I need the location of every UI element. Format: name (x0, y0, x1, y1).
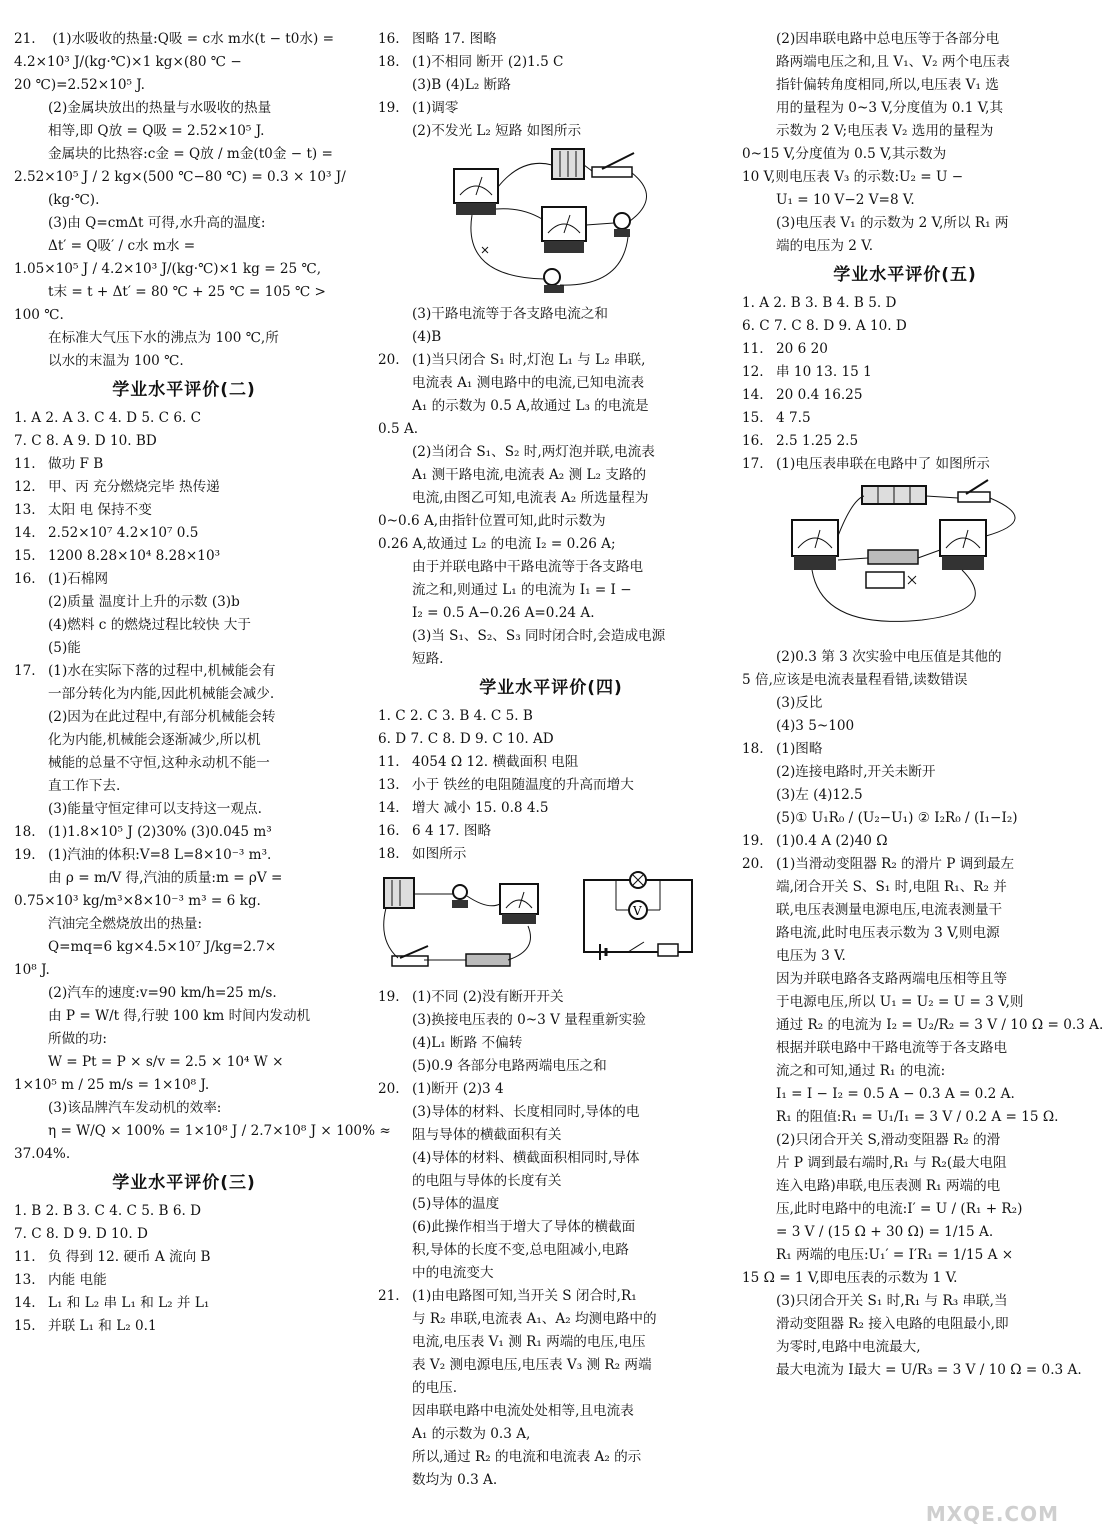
answer-line: (2)不发光 L₂ 短路 如图所示 (412, 123, 582, 139)
answer-line: 化为内能,机械能会逐渐减少,所以机 (48, 732, 261, 748)
answer-line: 1. B 2. B 3. C 4. C 5. B 6. D (14, 1203, 202, 1219)
answer-line: 以水的末温为 100 ℃. (48, 353, 184, 369)
answer-line: = 3 V / (15 Ω + 30 Ω) = 1/15 A. (776, 1224, 994, 1240)
answer-line: 14. L₁ 和 L₂ 串 L₁ 和 L₂ 并 L₁ (14, 1295, 210, 1311)
answer-line: 18. (1)不相同 断开 (2)1.5 C (378, 54, 564, 70)
answer-line: 与 R₂ 串联,电流表 A₁、A₂ 均测电路中的 (412, 1311, 657, 1327)
answer-line: (4)B (412, 329, 442, 345)
answer-line: 2.52×10⁵ J / 2 kg×(500 ℃−80 ℃) = 0.3 × 10³ J/ (14, 169, 346, 185)
answer-line: (3)由 Q=cmΔt 可得,水升高的温度: (48, 215, 266, 231)
answer-line: 电流,电压表 V₁ 测 R₁ 两端的电压,电压 (412, 1334, 646, 1350)
answer-line: 在标准大气压下水的沸点为 100 ℃,所 (48, 330, 279, 346)
answer-line: 0~0.6 A,由指针位置可知,此时示数为 (378, 513, 606, 529)
answer-line: 路电流,此时电压表示数为 3 V,则电源 (776, 925, 1000, 941)
answer-line: (3)B (4)L₂ 断路 (412, 77, 511, 93)
answer-line: 18. (1)1.8×10⁵ J (2)30% (3)0.045 m³ (14, 824, 272, 840)
answer-line: 20. (1)当只闭合 S₁ 时,灯泡 L₁ 与 L₂ 串联, (378, 352, 646, 368)
answer-line: 0.26 A,故通过 L₂ 的电流 I₂ = 0.26 A; (378, 536, 616, 552)
answer-line: 7. C 8. D 9. D 10. D (14, 1226, 148, 1242)
answer-line: (4)燃料 c 的燃烧过程比较快 大于 (48, 617, 251, 633)
answer-line: R₁ 的阻值:R₁ = U₁/I₁ = 3 V / 0.2 A = 15 Ω. (776, 1109, 1059, 1125)
middle-block-1 (378, 28, 724, 143)
answer-line: 19. (1)0.4 A (2)40 Ω (742, 833, 888, 849)
answer-line: 13. 小于 铁丝的电阻随温度的升高而增大 (378, 777, 634, 793)
section-heading: 学业水平评价(五) (833, 265, 977, 285)
answer-line: (2)因为在此过程中,有部分机械能会转 (48, 709, 276, 725)
answer-line: 16. 2.5 1.25 2.5 (742, 433, 859, 449)
answer-line: 的电压. (412, 1380, 458, 1396)
middle-block-3 (378, 986, 724, 1492)
answer-line: Δt′ = Q吸′ / c水 m水 = (48, 238, 196, 254)
answer-line: 100 ℃. (14, 307, 64, 323)
answer-line: 金属块的比热容:c金 = Q放 / m金(t0金 − t) = (48, 146, 333, 162)
answer-line: 所以,通过 R₂ 的电流和电流表 A₂ 的示 (412, 1449, 642, 1465)
answer-line: 15. 1200 8.28×10⁴ 8.28×10³ (14, 548, 221, 564)
answer-line: 20. (1)断开 (2)3 4 (378, 1081, 504, 1097)
answer-line: 中的电流变大 (412, 1265, 494, 1281)
answer-line: 14. 增大 减小 15. 0.8 4.5 (378, 800, 549, 816)
answer-line: (3)导体的材料、长度相同时,导体的电 (412, 1104, 640, 1120)
answer-line: I₁ = I − I₂ = 0.5 A − 0.3 A = 0.2 A. (776, 1086, 1015, 1102)
answer-line: (5)能 (48, 640, 81, 656)
answer-line: 压,此时电路中的电流:I′ = U / (R₁ + R₂) (776, 1201, 1023, 1217)
answer-line: 19. (1)不同 (2)没有断开开关 (378, 989, 564, 1005)
answer-line: 21. (1)水吸收的热量:Q吸 = c水 m水(t − t0水) = (14, 31, 335, 47)
circuit-figure-voltmeter-ammeter (742, 480, 1068, 640)
answer-line: 16. (1)石棉网 (14, 571, 109, 587)
answer-line: 用的量程为 0~3 V,分度值为 0.1 V,其 (776, 100, 1004, 116)
answer-line: 17. (1)水在实际下落的过程中,机械能会有 (14, 663, 276, 679)
answer-line: 12. 甲、丙 充分燃烧完毕 热传递 (14, 479, 220, 495)
answer-line: 表 V₂ 测电源电压,电压表 V₃ 测 R₂ 两端 (412, 1357, 652, 1373)
answer-line: R₁ 两端的电压:U₁′ = I′R₁ = 1/15 A × (776, 1247, 1014, 1263)
answer-line: 20 ℃)=2.52×10⁵ J. (14, 77, 145, 93)
answer-line: (3)该品牌汽车发动机的效率: (48, 1100, 222, 1116)
circuit-figure-voltmeter (378, 870, 724, 980)
answer-line: 21. (1)由电路图可知,当开关 S 闭合时,R₁ (378, 1288, 637, 1304)
answer-line: W = Pt = P × s/v = 2.5 × 10⁴ W × (48, 1054, 284, 1070)
answer-line: 为零时,电路中电流最大, (776, 1339, 921, 1355)
answer-line: 37.04%. (14, 1146, 71, 1162)
section-heading: 学业水平评价(四) (479, 678, 623, 698)
answer-line: (3)干路电流等于各支路电流之和 (412, 306, 608, 322)
answer-line: 12. 串 10 13. 15 1 (742, 364, 872, 380)
answer-line: 片 P 调到最右端时,R₁ 与 R₂(最大电阻 (776, 1155, 1007, 1171)
answer-line: 10⁸ J. (14, 962, 50, 978)
answer-line: 16. 图略 17. 图略 (378, 31, 497, 47)
answer-line: 4.2×10³ J/(kg·℃)×1 kg×(80 ℃ − (14, 54, 242, 70)
answer-line: 于电源电压,所以 U₁ = U₂ = U = 3 V,则 (776, 994, 1024, 1010)
answer-line: 端,闭合开关 S、S₁ 时,电阻 R₁、R₂ 并 (776, 879, 1007, 895)
answer-line: (kg·℃). (48, 192, 100, 208)
answer-line: 1. C 2. C 3. B 4. C 5. B (378, 708, 533, 724)
answer-line: 一部分转化为内能,因此机械能会减少. (48, 686, 275, 702)
circuit-figure-parallel-ammeters (378, 147, 724, 297)
answer-line: 13. 太阳 电 保持不变 (14, 502, 152, 518)
answer-line: 连入电路)串联,电压表测 R₁ 两端的电 (776, 1178, 1001, 1194)
answer-line: 6. C 7. C 8. D 9. A 10. D (742, 318, 907, 334)
answer-line: A₁ 测干路电流,电流表 A₂ 测 L₂ 支路的 (412, 467, 647, 483)
answer-line: 积,导体的长度不变,总电阻减小,电路 (412, 1242, 629, 1258)
answer-line: 因串联电路中电流处处相等,且电流表 (412, 1403, 634, 1419)
right-block-1 (742, 28, 1068, 476)
answer-line: 1. A 2. B 3. B 4. B 5. D (742, 295, 897, 311)
answer-line: 5 倍,应该是电流表量程看错,读数错误 (742, 672, 968, 688)
answer-line: (4)L₁ 断路 不偏转 (412, 1035, 523, 1051)
answer-line: 1. A 2. A 3. C 4. D 5. C 6. C (14, 410, 202, 426)
answer-line: 由 ρ = m/V 得,汽油的质量:m = ρV = (48, 870, 283, 886)
answer-line: Q=mq=6 kg×4.5×10⁷ J/kg=2.7× (48, 939, 277, 955)
answer-line: 18. 如图所示 (378, 846, 467, 862)
answer-line: (5)导体的温度 (412, 1196, 500, 1212)
answer-line: 1.05×10⁵ J / 4.2×10³ J/(kg·℃)×1 kg = 25 ℃, (14, 261, 322, 277)
answer-line: 18. (1)图略 (742, 741, 823, 757)
column-middle (378, 28, 724, 1492)
answer-line: (2)金属块放出的热量与水吸收的热量 (48, 100, 272, 116)
answer-line: 数均为 0.3 A. (412, 1472, 498, 1488)
column-right (742, 28, 1103, 1382)
answer-line: 14. 20 0.4 16.25 (742, 387, 863, 403)
answer-line: 11. 20 6 20 (742, 341, 828, 357)
answer-line: 流之和可知,通过 R₁ 的电流: (776, 1063, 946, 1079)
answer-line: (2)0.3 第 3 次实验中电压值是其他的 (776, 649, 1002, 665)
answer-line: 汽油完全燃烧放出的热量: (48, 916, 203, 932)
answer-line: (3)只闭合开关 S₁ 时,R₁ 与 R₃ 串联,当 (776, 1293, 1008, 1309)
answer-line: 19. (1)调零 (378, 100, 459, 116)
answer-line: (3)能量守恒定律可以支持这一观点. (48, 801, 262, 817)
answer-line: (2)只闭合开关 S,滑动变阻器 R₂ 的滑 (776, 1132, 1001, 1148)
answer-line: (3)左 (4)12.5 (776, 787, 863, 803)
answer-line: 15. 并联 L₁ 和 L₂ 0.1 (14, 1318, 157, 1334)
answer-line: 因为并联电路各支路两端电压相等且等 (776, 971, 1008, 987)
answer-line: t末 = t + Δt′ = 80 ℃ + 25 ℃ = 105 ℃ > (48, 284, 326, 300)
answer-line: (3)当 S₁、S₂、S₃ 同时闭合时,会造成电源 (412, 628, 666, 644)
middle-block-2 (378, 303, 724, 866)
answer-line: 17. (1)电压表串联在电路中了 如图所示 (742, 456, 990, 472)
answer-line: A₁ 的示数为 0.3 A, (412, 1426, 531, 1442)
answer-line: 滑动变阻器 R₂ 接入电路的电阻最小,即 (776, 1316, 1009, 1332)
answer-line: 根据并联电路中干路电流等于各支路电 (776, 1040, 1008, 1056)
svg-text:V: V (633, 904, 642, 918)
answer-line: 11. 做功 F B (14, 456, 104, 472)
answer-line: 端的电压为 2 V. (776, 238, 874, 254)
answer-line: 阻与导体的横截面积有关 (412, 1127, 562, 1143)
answer-line: (4)3 5~100 (776, 718, 855, 734)
answer-line: 16. 6 4 17. 图略 (378, 823, 492, 839)
answer-line: 联,电压表测量电源电压,电流表测量干 (776, 902, 1003, 918)
answer-line: 0~15 V,分度值为 0.5 V,其示数为 (742, 146, 947, 162)
answer-line: 13. 内能 电能 (14, 1272, 107, 1288)
answer-line: (2)连接电路时,开关未断开 (776, 764, 936, 780)
answer-line: (6)此操作相当于增大了导体的横截面 (412, 1219, 636, 1235)
answer-line: 电压为 3 V. (776, 948, 846, 964)
answer-line: 11. 负 得到 12. 硬币 A 流向 B (14, 1249, 211, 1265)
answer-line: 最大电流为 I最大 = U/R₃ = 3 V / 10 Ω = 0.3 A. (776, 1362, 1082, 1378)
answer-line: 由于并联电路中干路电流等于各支路电 (412, 559, 644, 575)
watermark: MXQE.COM (925, 1502, 1059, 1526)
answer-line: 示数为 2 V;电压表 V₂ 选用的量程为 (776, 123, 994, 139)
answer-line: 短路. (412, 651, 444, 667)
answer-line: A₁ 的示数为 0.5 A,故通过 L₃ 的电流是 (412, 398, 649, 414)
answer-line: 6. D 7. C 8. D 9. C 10. AD (378, 731, 554, 747)
answer-line: (2)质量 温度计上升的示数 (3)b (48, 594, 240, 610)
section-heading: 学业水平评价(三) (112, 1173, 256, 1193)
answer-line: (4)导体的材料、横截面积相同时,导体 (412, 1150, 640, 1166)
answer-line: 电流表 A₁ 测电路中的电流,已知电流表 (412, 375, 645, 391)
answer-line: 的电阻与导体的长度有关 (412, 1173, 562, 1189)
answer-line: (2)汽车的速度:v=90 km/h=25 m/s. (48, 985, 277, 1001)
answer-line: I₂ = 0.5 A−0.26 A=0.24 A. (412, 605, 595, 621)
answer-line: 15 Ω = 1 V,即电压表的示数为 1 V. (742, 1270, 958, 1286)
answer-line: (3)电压表 V₁ 的示数为 2 V,所以 R₁ 两 (776, 215, 1009, 231)
answer-line: 19. (1)汽油的体积:V=8 L=8×10⁻³ m³. (14, 847, 272, 863)
answer-line: 0.5 A. (378, 421, 419, 437)
right-block-2 (742, 646, 1103, 1382)
answer-line: 电流,由图乙可知,电流表 A₂ 所选量程为 (412, 490, 649, 506)
answer-line: (5)① U₁R₀ / (U₂−U₁) ② I₂R₀ / (I₁−I₂) (776, 810, 1018, 826)
answer-line: 7. C 8. A 9. D 10. BD (14, 433, 157, 449)
answer-line: (2)当闭合 S₁、S₂ 时,两灯泡并联,电流表 (412, 444, 655, 460)
section-heading: 学业水平评价(二) (112, 380, 256, 400)
answer-line: 15. 4 7.5 (742, 410, 811, 426)
answer-line: 20. (1)当滑动变阻器 R₂ 的滑片 P 调到最左 (742, 856, 1015, 872)
answer-line: (3)换接电压表的 0~3 V 量程重新实验 (412, 1012, 646, 1028)
column-left (14, 28, 391, 1338)
answer-line: 0.75×10³ kg/m³×8×10⁻³ m³ = 6 kg. (14, 893, 261, 909)
answer-line: 指针偏转角度相同,所以,电压表 V₁ 选 (776, 77, 999, 93)
answer-line: 10 V,则电压表 V₃ 的示数:U₂ = U − (742, 169, 964, 185)
answer-line: 所做的功: (48, 1031, 107, 1047)
answer-line: 械能的总量不守恒,这种永动机不能一 (48, 755, 270, 771)
answer-line: (5)0.9 各部分电路两端电压之和 (412, 1058, 607, 1074)
answer-line: 流之和,则通过 L₁ 的电流为 I₁ = I − (412, 582, 632, 598)
answer-line: 由 P = W/t 得,行驶 100 km 时间内发动机 (48, 1008, 311, 1024)
answer-line: (3)反比 (776, 695, 823, 711)
answer-line: (2)因串联电路中总电压等于各部分电 (776, 31, 1000, 47)
answer-line: 1×10⁵ m / 25 m/s = 1×10⁸ J. (14, 1077, 210, 1093)
answer-line: 14. 2.52×10⁷ 4.2×10⁷ 0.5 (14, 525, 199, 541)
answer-line: U₁ = 10 V−2 V=8 V. (776, 192, 915, 208)
answer-line: 路两端电压之和,且 V₁、V₂ 两个电压表 (776, 54, 1010, 70)
answer-line: 相等,即 Q放 = Q吸 = 2.52×10⁵ J. (48, 123, 265, 139)
answer-line: 11. 4054 Ω 12. 横截面积 电阻 (378, 754, 579, 770)
answer-line: η = W/Q × 100% = 1×10⁸ J / 2.7×10⁸ J × 100% ≈ (48, 1123, 391, 1139)
answer-line: 直工作下去. (48, 778, 121, 794)
answer-line: 通过 R₂ 的电流为 I₂ = U₂/R₂ = 3 V / 10 Ω = 0.3 A. (776, 1017, 1103, 1033)
